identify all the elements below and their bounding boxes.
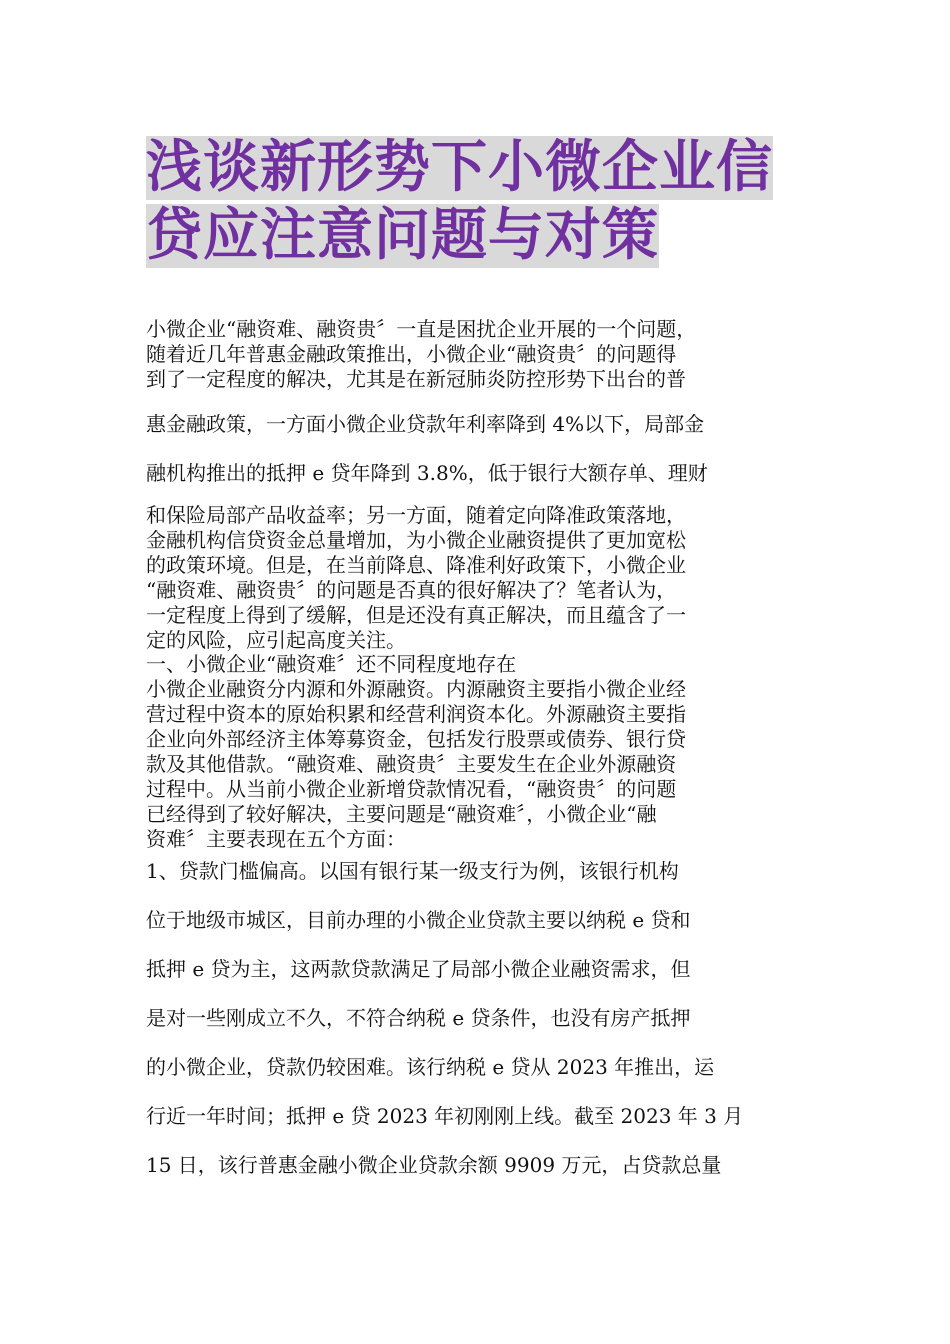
section-para-line: 资难〞主要表现在五个方面： bbox=[146, 827, 406, 851]
intro-line: 一定程度上得到了缓解，但是还没有真正解决，而且蕴含了一 bbox=[146, 603, 686, 627]
document-title-line-2: 贷应注意问题与对策 bbox=[146, 203, 659, 268]
item-line: 行近一年时间；抵押 e 贷 2023 年初刚刚上线。截至 2023 年 3 月 bbox=[146, 1104, 744, 1128]
item-line: 15 日，该行普惠金融小微企业贷款余额 9909 万元，占贷款总量 bbox=[146, 1153, 722, 1177]
intro-line: 的政策环境。但是，在当前降息、降准利好政策下，小微企业 bbox=[146, 553, 686, 577]
intro-line: 惠金融政策，一方面小微企业贷款年利率降到 4%以下，局部金 bbox=[146, 412, 705, 436]
intro-line: 随着近几年普惠金融政策推出，小微企业“融资贵〞的问题得 bbox=[146, 342, 677, 366]
document-title-line-1: 浅谈新形势下小微企业信 bbox=[146, 135, 773, 200]
item-line: 位于地级市城区，目前办理的小微企业贷款主要以纳税 e 贷和 bbox=[146, 908, 691, 932]
intro-line: 定的风险，应引起高度关注。 bbox=[146, 628, 406, 652]
intro-line: 到了一定程度的解决，尤其是在新冠肺炎防控形势下出台的普 bbox=[146, 367, 686, 391]
item-line: 是对一些刚成立不久，不符合纳税 e 贷条件，也没有房产抵押 bbox=[146, 1006, 691, 1030]
section-para-line: 款及其他借款。“融资难、融资贵〞主要发生在企业外源融资 bbox=[146, 752, 677, 776]
item-line: 抵押 e 贷为主，这两款贷款满足了局部小微企业融资需求，但 bbox=[146, 957, 691, 981]
intro-line: “融资难、融资贵〞的问题是否真的很好解决了？笔者认为， bbox=[146, 578, 677, 602]
section-para-line: 过程中。从当前小微企业新增贷款情况看，“融资贵〞的问题 bbox=[146, 777, 677, 801]
section-para-line: 企业向外部经济主体筹募资金，包括发行股票或债券、银行贷 bbox=[146, 727, 686, 751]
intro-line: 融机构推出的抵押 e 贷年降到 3.8%，低于银行大额存单、理财 bbox=[146, 461, 708, 485]
item-line: 的小微企业，贷款仍较困难。该行纳税 e 贷从 2023 年推出，运 bbox=[146, 1055, 715, 1079]
intro-line: 金融机构信贷资金总量增加，为小微企业融资提供了更加宽松 bbox=[146, 528, 686, 552]
section-para-line: 小微企业融资分内源和外源融资。内源融资主要指小微企业经 bbox=[146, 677, 686, 701]
section-heading: 一、小微企业“融资难〞还不同程度地存在 bbox=[146, 652, 517, 676]
section-para-line: 已经得到了较好解决，主要问题是“融资难〞，小微企业“融 bbox=[146, 802, 657, 826]
intro-line: 小微企业“融资难、融资贵〞一直是困扰企业开展的一个问题， bbox=[146, 317, 697, 341]
item-line: 1、贷款门槛偏高。以国有银行某一级支行为例，该银行机构 bbox=[146, 859, 679, 883]
section-para-line: 营过程中资本的原始积累和经营利润资本化。外源融资主要指 bbox=[146, 702, 686, 726]
intro-line: 和保险局部产品收益率；另一方面，随着定向降准政策落地， bbox=[146, 503, 686, 527]
